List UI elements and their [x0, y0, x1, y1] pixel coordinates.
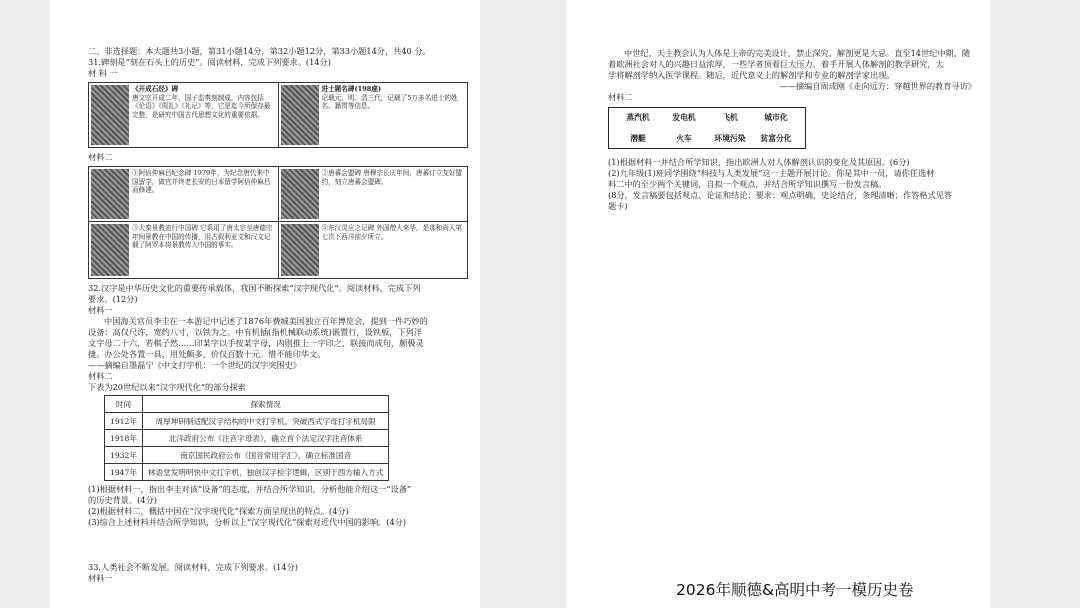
q32-material2-label: 材料二: [88, 371, 113, 381]
figure-cell: [89, 167, 279, 221]
keyword: 城市化: [764, 113, 788, 122]
q31-material2-figure: [88, 166, 468, 279]
figure-text: ①阿倍仲麻吕纪念碑 1979年，为纪念唐代来中国留学，做官并终老长安的日本留学阿倍仲麻吕而修建。: [132, 169, 271, 194]
table-row: [105, 430, 389, 447]
table-cell-year: 1912年: [105, 413, 143, 430]
table-header-row: [105, 396, 389, 413]
q33-requirement: (8分，发言稿要包括观点、论证和结论；要求：观点明确，史论结合，条理清晰；作答格式见答: [608, 190, 953, 200]
figure-text: 唐文宗开成二年，国子监奏刻制成，内容包括《论语》《周礼》《礼记》等，它是迄今所保存最完整，是研究中国古代思想文化的重要依据。: [132, 93, 271, 119]
figure-text: ③大秦景教流行中国碑 它系用了唐太宗至唐德宗年间景教在中国的传播，用古叙利亚文和汉文记载了阿罗本将景教传入中国的事实。: [132, 224, 273, 249]
keyword: 蒸汽机: [626, 113, 650, 122]
q33-source: ——摘编自周成刚《走向远方：穿越世界的教育寻访》: [779, 81, 976, 91]
figure-cell: [279, 83, 468, 147]
table-cell-year: 1947年: [105, 464, 143, 481]
exam-title-footer: 2026年顺德&高明中考一模历史卷: [676, 581, 914, 599]
table-row: [105, 413, 389, 430]
section-heading: 二、非选择题：本大题共3小题，第31小题14分，第32小题12分，第33小题14分，共40 分。: [88, 46, 431, 56]
keyword: 火车: [676, 134, 692, 143]
table-cell-content: 林语堂发明明快中文打字机，独创汉字检字逻辑，区别于西方输入方式: [142, 464, 388, 481]
q33-requirement: (2)九年级(1)班同学围绕“科技与人类发展”这一主题开展讨论。你是其中一员，请你任选材: [608, 168, 935, 178]
keyword: 贫富分化: [760, 134, 792, 143]
q33-material1-label: 材料一: [88, 573, 113, 583]
q32-material1-label: 材料一: [88, 305, 113, 315]
figure-text: ②唐蕃会盟碑 唐穆宗长庆年间，唐蕃订立友好盟约，刻立唐蕃会盟碑。: [321, 169, 463, 186]
q31-title: 31.碑刻是“刻在石头上的历史”。阅读材料，完成下列要求。(14分): [88, 57, 331, 67]
stele-photo: [281, 224, 319, 276]
table-header: 时间: [105, 396, 143, 413]
table-caption: 下表为20世纪以来“汉字现代化”的部分探索: [88, 382, 246, 392]
stele-photo: [281, 85, 319, 145]
q33-material2-label: 材料二: [608, 92, 633, 102]
figure-text: 记载元、明、清三代，记载了5万多名进士的姓名、籍贯等信息。: [321, 93, 458, 110]
spacer: [88, 528, 468, 562]
right-page: [566, 0, 990, 608]
stele-photo: [91, 224, 129, 276]
q33-requirement: 题卡): [608, 201, 628, 211]
table-cell-content: 南京国民政府公布《国音常用字汇》，确立标准国音: [142, 447, 388, 464]
q32-title-cont: 要求。(12分): [88, 294, 138, 304]
q33-title: 33.人类社会不断发展。阅读材料，完成下列要求。(14分): [88, 562, 298, 572]
figure-cell: [279, 167, 468, 221]
exploration-table: [104, 395, 389, 481]
keyword: 飞机: [722, 113, 738, 122]
figure-cell: [279, 222, 468, 278]
table-cell-year: 1932年: [105, 447, 143, 464]
q32-paragraph: 中国海关官员李圭在一本游记中记述了1876年费城美国独立百年博览会，提到一件巧妙的: [104, 316, 428, 326]
figure-row: [89, 83, 467, 147]
table-row: [105, 447, 389, 464]
keyword: 潜艇: [630, 134, 646, 143]
stele-photo: [281, 169, 319, 219]
table-header: 探索情况: [142, 396, 388, 413]
q32-source: ——摘编自墨磊宁《中文打字机：一个世纪的汉字突围史》: [88, 360, 301, 370]
q32-requirement: 的历史背景。(4分): [88, 495, 157, 505]
q31-material1-label: 材 料 一: [88, 68, 118, 78]
q32-paragraph: 设备：高仅尺许，宽约八寸，以铁为之。中有机插(指机械联动系统)嵌置行，设铁板，下列洋: [88, 327, 422, 337]
table-cell-year: 1918年: [105, 430, 143, 447]
q33-paragraph: 中世纪，天主教会认为人体是上帝的完美设计，禁止深究，解剖更是大忌。直至14世纪中期，随: [624, 48, 971, 58]
q32-paragraph: 捷。办公处各置一具，用处颇多，价仅百数十元。惜不能印华文。: [88, 349, 326, 359]
q32-requirement: (1)根据材料一，指出李圭对该“设备”的态度，并结合所学知识，分析他能介绍这一“设备”: [88, 484, 412, 494]
q33-paragraph: 学将解剖学纳入医学课程。随后，近代意义上的解剖学和专业的解剖学家出现。: [608, 70, 895, 80]
figure-row: [89, 167, 467, 222]
figure-caption: 进士题名碑(198座): [321, 85, 382, 93]
q33-requirement: (1)根据材料一并结合所学知识，指出欧洲人对人体解剖认识的变化及其原因。(6分): [608, 157, 910, 167]
table-cell-content: 北洋政府公布《注音字母表》，确立首个法定汉字注音体系: [142, 430, 388, 447]
q32-paragraph: 文字母二十六，若棋子然……印某字以手按某字母，内则推上一字印之，联接而成句，颇极灵: [88, 338, 424, 348]
figure-caption: 《开成石经》碑: [132, 85, 179, 93]
q33-paragraph: 着欧洲社会对人的兴趣日益浓厚，一些学者顶着巨大压力，着手开展人体解剖的教学研究，大: [608, 59, 944, 69]
q33-requirement: 料二中的至少两个关键词，自拟一个观点，并结合所学知识撰写一份发言稿。: [608, 179, 887, 189]
q31-material1-figure: [88, 82, 468, 148]
q32-requirement: (2)根据材料二，概括中国在“汉字现代化”探索方面呈现出的特点。(4分): [88, 506, 349, 516]
keyword: 环境污染: [714, 134, 746, 143]
stele-photo: [91, 85, 129, 145]
figure-text: ④东汉灵应之记碑 外国僧人来华，是那和尚人第七次下西洋前夕所立。: [321, 224, 463, 241]
keyword-box: [608, 107, 806, 149]
figure-row: [89, 222, 467, 278]
figure-cell: [89, 83, 279, 147]
q32-requirement: (3)综合上述材料并结合所学知识，分析以上“汉字现代化”探索对近代中国的影响。(4分): [88, 517, 407, 527]
keyword: 发电机: [672, 113, 696, 122]
table-row: [105, 464, 389, 481]
figure-cell: [89, 222, 279, 278]
left-page: [50, 0, 480, 608]
q31-material2-label: 材料二: [88, 152, 113, 162]
q32-title: 32.汉字是中华历史文化的重要传承载体，我国不断探索“汉字现代化”。阅读材料，完成下列: [88, 283, 421, 293]
table-cell-content: 周厚坤研制适配汉字结构的中文打字机，突破西式字母打字机局限: [142, 413, 388, 430]
stele-photo: [91, 169, 129, 219]
